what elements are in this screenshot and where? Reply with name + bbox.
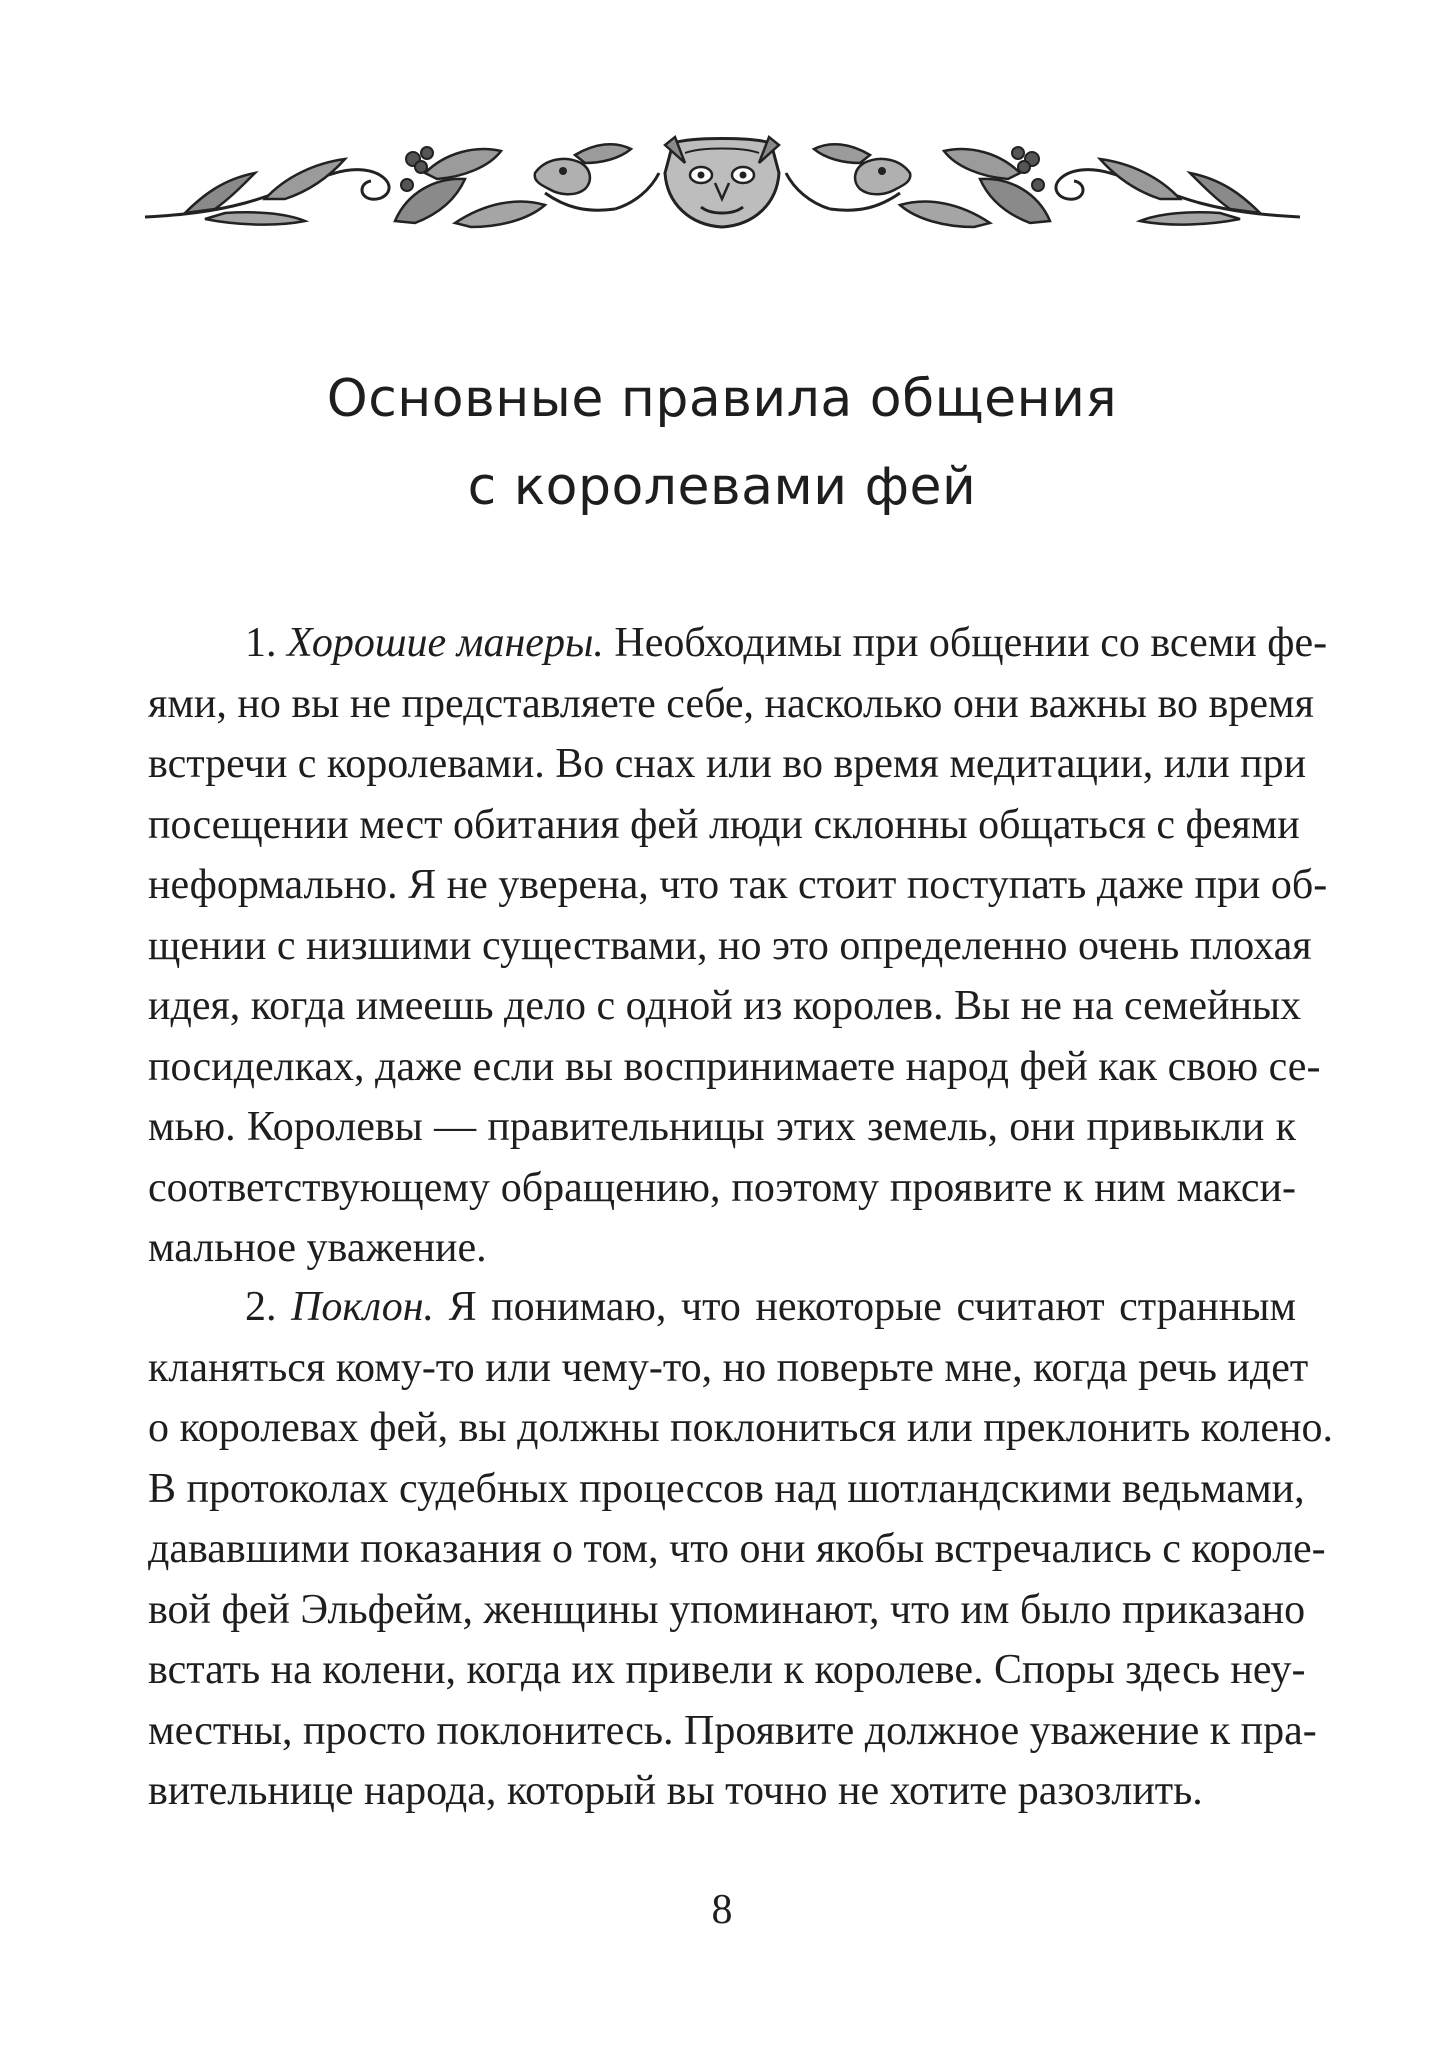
page-number: 8 xyxy=(711,1887,733,1933)
paragraph-line: посещении мест обитания фей люди склонны общаться с феями xyxy=(148,801,1300,848)
rule-heading: Поклон. xyxy=(291,1284,435,1330)
paragraph-line: 2. Поклон. Я понимаю, что некоторые считают странным xyxy=(245,1284,1297,1330)
ornament-center-mask xyxy=(665,137,779,227)
paragraph-line: кланяться кому-то или чему-то, но поверьте мне, когда речь идет xyxy=(148,1344,1309,1391)
paragraph-line: встречи с королевами. Во снах или во время медитации, или при xyxy=(148,741,1307,787)
rule-1-paragraph xyxy=(148,613,1328,1279)
paragraph-line: мальное уважение. xyxy=(148,1225,487,1271)
paragraph-line: соответствующему обращению, поэтому проявите к ним макси- xyxy=(148,1164,1296,1211)
paragraph-line: щении с низшими существами, но это определенно очень плохая xyxy=(148,922,1312,969)
paragraph-line: местны, просто поклонитесь. Проявите должное уважение к пра- xyxy=(148,1707,1317,1754)
rule-2-paragraph xyxy=(148,1277,1334,1822)
paragraph-line: ями, но вы не представляете себе, насколько они важны во время xyxy=(148,680,1314,727)
chapter-title xyxy=(150,355,1294,531)
paragraph-line: о королевах фей, вы должны поклониться или преклонить колено. xyxy=(148,1405,1334,1451)
paragraph-line: мью. Королевы — правительницы этих земель, они привыкли к xyxy=(148,1104,1296,1150)
paragraph-line: вой фей Эльфейм, женщины упоминают, что им было приказано xyxy=(148,1586,1306,1633)
paragraph-line: неформально. Я не уверена, что так стоит поступать даже при об- xyxy=(148,862,1328,908)
rule-number: 2. xyxy=(245,1284,277,1330)
rule-heading: Хорошие манеры. xyxy=(287,620,604,666)
chapter-title-line-2: с королевами фей xyxy=(467,457,977,517)
paragraph-line: В протоколах судебных процессов над шотландскими ведьмами, xyxy=(148,1465,1305,1512)
paragraph-line: 1. Хорошие манеры. Необходимы при общении со всеми фе- xyxy=(245,620,1328,666)
ornamental-header-border xyxy=(145,133,1300,233)
chapter-title-line-1: Основные правила общения xyxy=(326,369,1118,429)
paragraph-line: идея, когда имеешь дело с одной из королев. Вы не на семейных xyxy=(148,983,1302,1029)
paragraph-line: встать на колени, когда их привели к королеве. Споры здесь неу- xyxy=(148,1647,1306,1693)
rule-number: 1. xyxy=(245,620,277,666)
paragraph-line: дававшими показания о том, что они якобы встречались с короле- xyxy=(148,1526,1326,1572)
paragraph-line: посиделках, даже если вы воспринимаете народ фей как свою се- xyxy=(148,1043,1321,1090)
paragraph-line: вительнице народа, который вы точно не хотите разозлить. xyxy=(148,1768,1203,1814)
